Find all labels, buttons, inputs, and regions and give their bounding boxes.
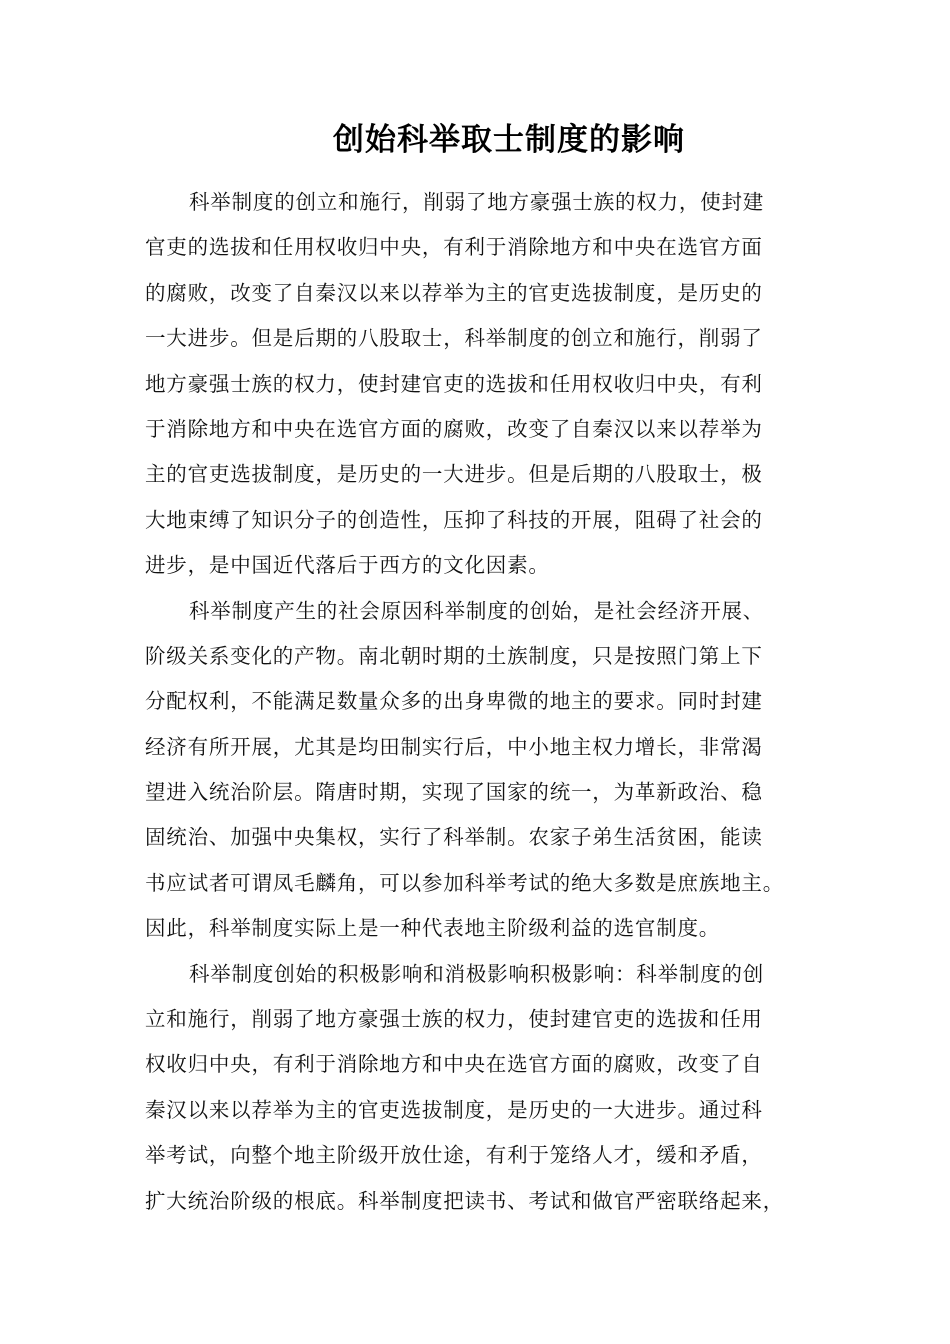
text-line: 秦汉以来以荐举为主的官吏选拔制度，是历史的一大进步。通过科: [145, 1097, 763, 1122]
text-line: 望进入统治阶层。隋唐时期，实现了国家的统一，为革新政治、稳: [145, 780, 763, 805]
paragraph-3: [145, 952, 825, 1224]
text-line: 书应试者可谓凤毛麟角，可以参加科举考试的绝大多数是庶族地主。: [145, 870, 784, 895]
text-line: 立和施行，削弱了地方豪强士族的权力，使封建官吏的选拔和任用: [145, 1007, 763, 1032]
text-line: 地方豪强士族的权力，使封建官吏的选拔和任用权收归中央，有利: [145, 371, 763, 396]
paragraph-2: [145, 589, 825, 952]
text-line: 官吏的选拔和任用权收归中央，有利于消除地方和中央在选官方面: [145, 235, 763, 260]
text-line: 科举制度创始的积极影响和消极影响积极影响：科举制度的创: [189, 961, 765, 986]
text-line: 扩大统治阶级的根底。科举制度把读书、考试和做官严密联络起来，: [145, 1188, 784, 1213]
text-line: 分配权利，不能满足数量众多的出身卑微的地主的要求。同时封建: [145, 689, 763, 714]
document-body: [145, 180, 825, 1224]
text-line: 固统治、加强中央集权，实行了科举制。农家子弟生活贫困，能读: [145, 825, 763, 850]
text-line: 科举制度的创立和施行，削弱了地方豪强士族的权力，使封建: [189, 190, 765, 214]
text-line: 大地束缚了知识分子的创造性，压抑了科技的开展，阻碍了社会的: [145, 507, 763, 532]
text-line: 因此，科举制度实际上是一种代表地主阶级利益的选官制度。: [145, 916, 721, 941]
text-line: 经济有所开展，尤其是均田制实行后，中小地主权力增长，非常渴: [145, 734, 763, 759]
text-line: 一大进步。但是后期的八股取士，科举制度的创立和施行，削弱了: [145, 326, 763, 351]
paragraph-1: [145, 180, 825, 589]
text-line: 科举制度产生的社会原因科举制度的创始，是社会经济开展、: [189, 598, 765, 623]
text-line: 举考试，向整个地主阶级开放仕途，有利于笼络人才，缓和矛盾，: [145, 1143, 763, 1168]
text-line: 的腐败，改变了自秦汉以来以荐举为主的官吏选拔制度，是历史的: [145, 280, 763, 305]
text-line: 阶级关系变化的产物。南北朝时期的土族制度，只是按照门第上下: [145, 643, 763, 668]
text-line: 主的官吏选拔制度，是历史的一大进步。但是后期的八股取士，极: [145, 462, 763, 487]
text-line: 于消除地方和中央在选官方面的腐败，改变了自秦汉以来以荐举为: [145, 416, 763, 441]
text-line: 进步，是中国近代落后于西方的文化因素。: [145, 553, 550, 578]
text-line: 权收归中央，有利于消除地方和中央在选官方面的腐败，改变了自: [145, 1052, 763, 1077]
document-title: 创始科举取士制度的影响: [333, 122, 685, 158]
